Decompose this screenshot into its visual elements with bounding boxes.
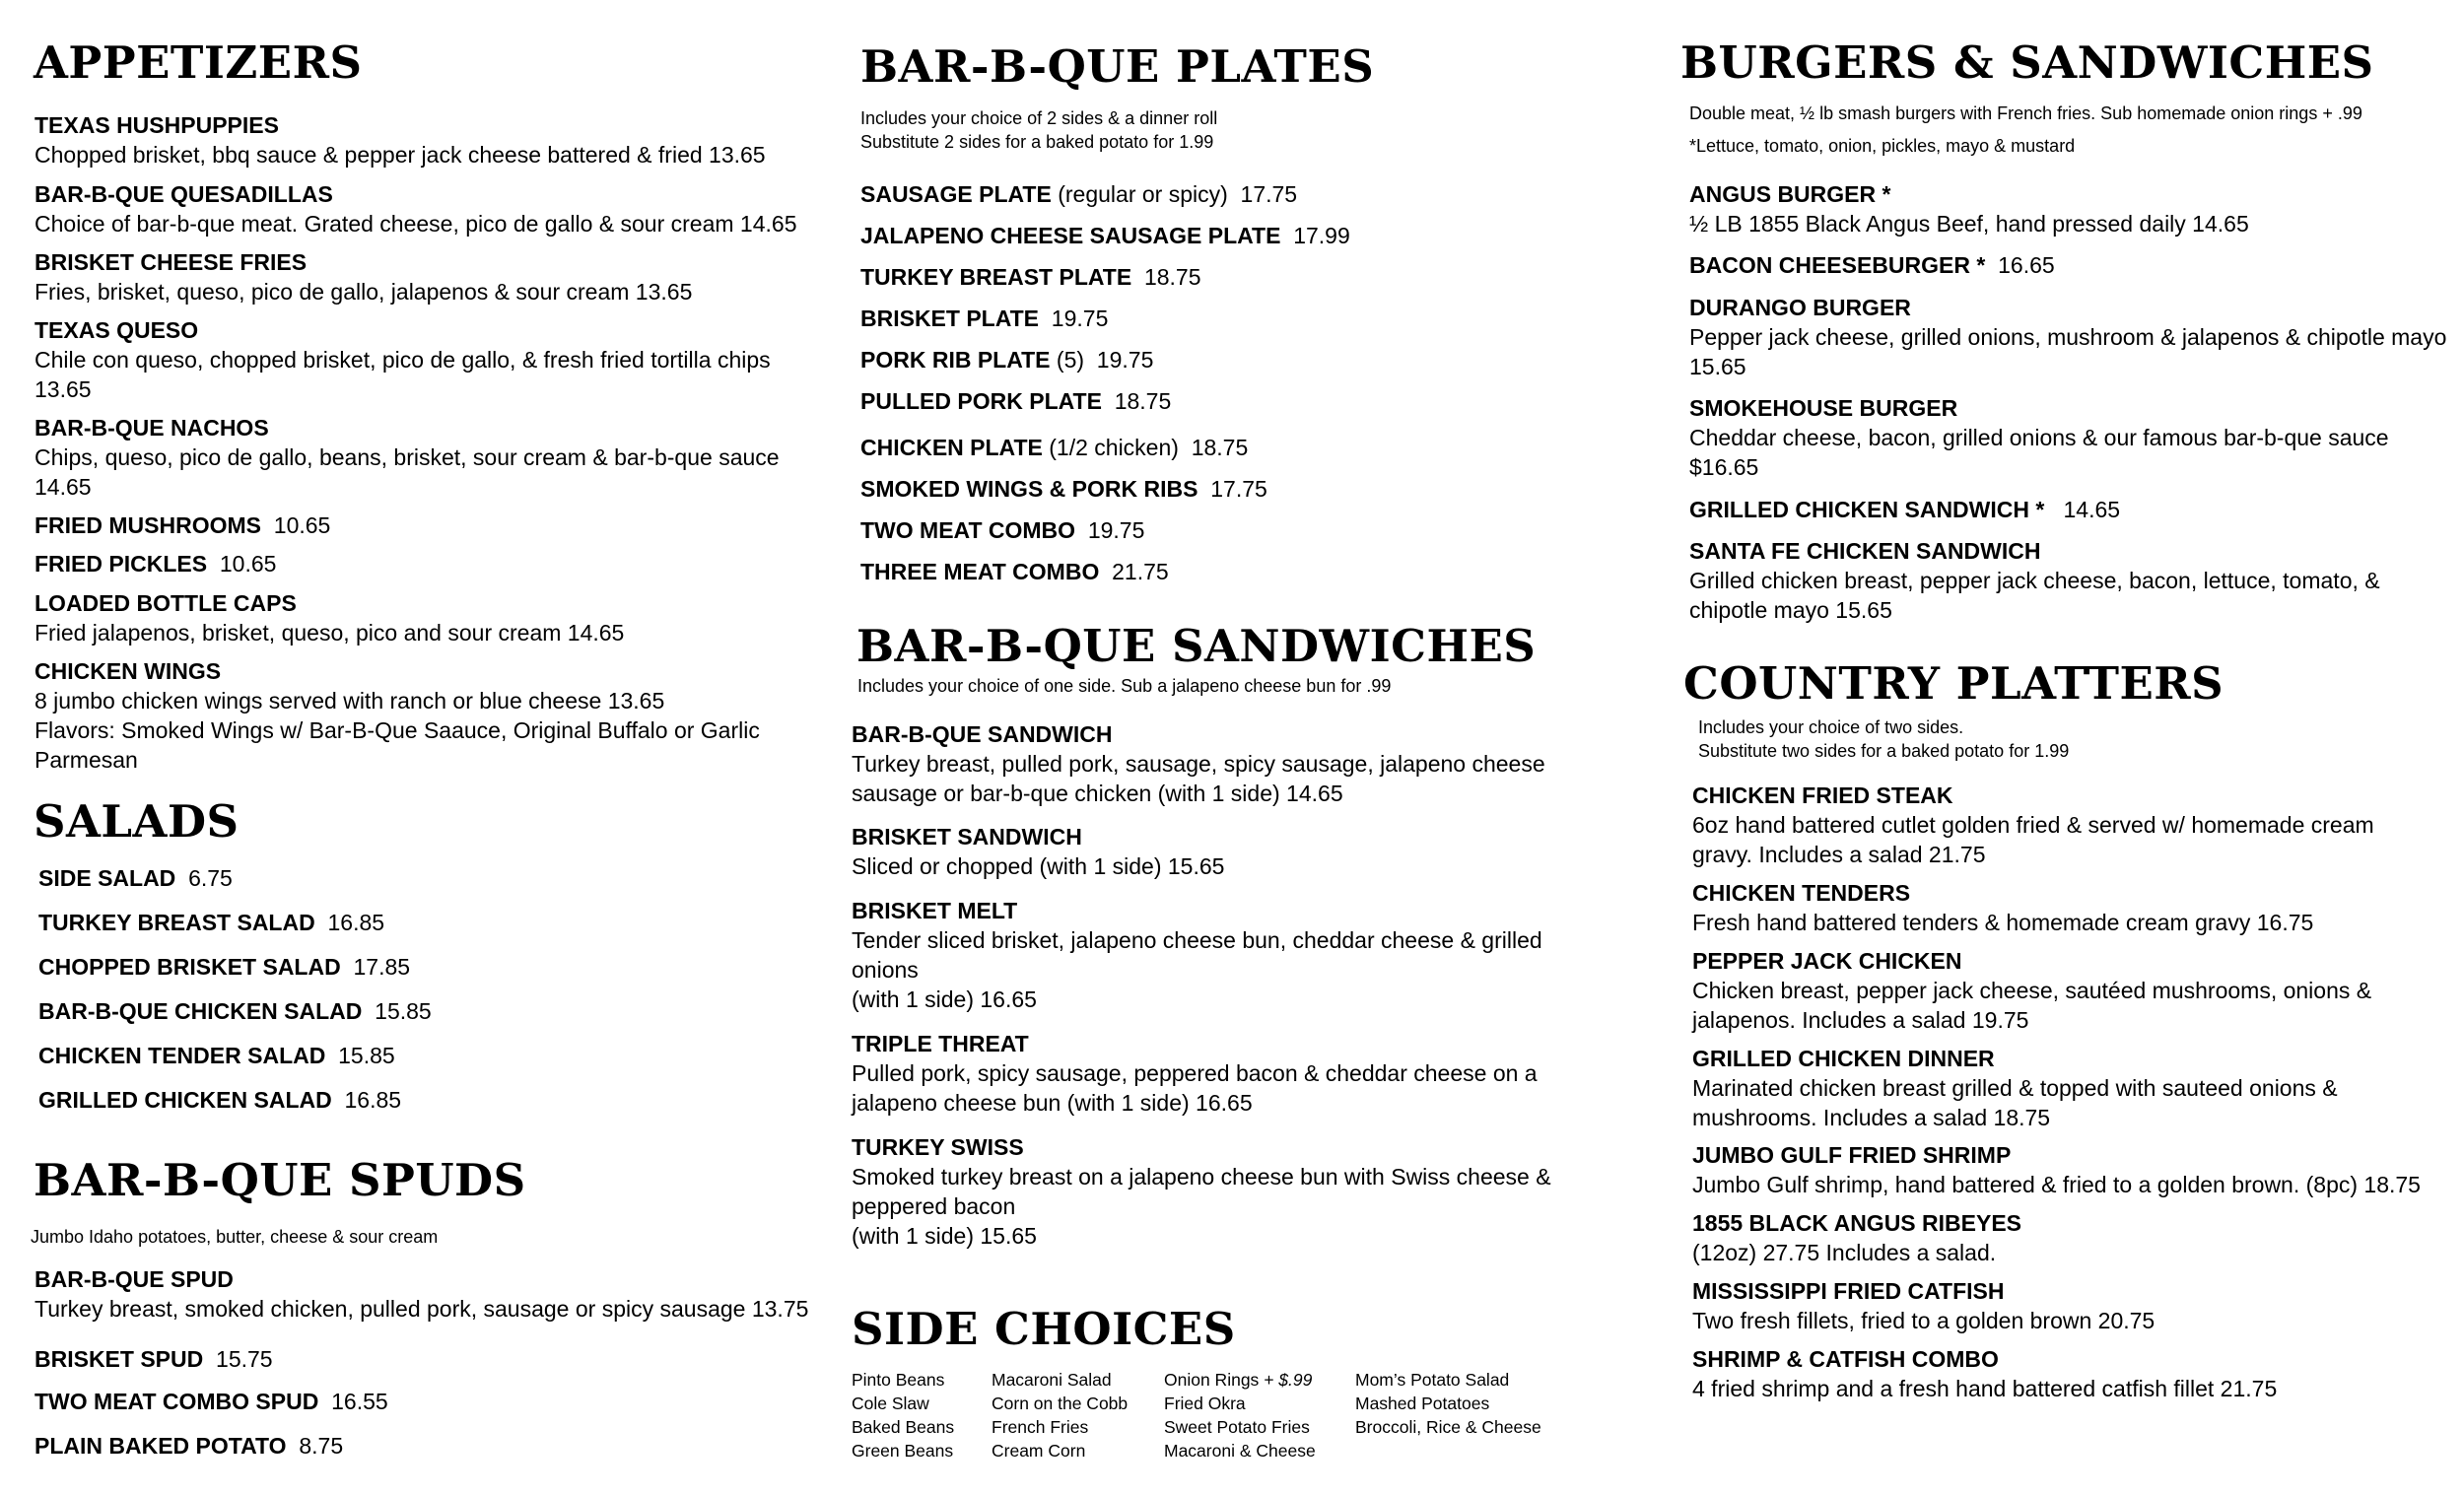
country-title: COUNTRY PLATTERS: [1683, 657, 2224, 710]
menu-item: [38, 1041, 395, 1070]
item-name: SHRIMP & CATFISH COMBO: [1692, 1346, 1999, 1372]
item-description: Fresh hand battered tenders & homemade cream gravy 16.75: [1692, 910, 2314, 935]
side-item: Macaroni & Cheese: [1164, 1441, 1316, 1461]
item-description: Turkey breast, smoked chicken, pulled pork, sausage or spicy sausage 13.75: [34, 1296, 809, 1322]
item-name: 1855 BLACK ANGUS RIBEYES: [1692, 1210, 2022, 1236]
item-name: SAUSAGE PLATE: [860, 181, 1052, 207]
item-description: 13.65: [34, 376, 92, 402]
menu-item: [34, 247, 692, 306]
item-price: 18.75: [1131, 264, 1201, 290]
menu-item: [34, 413, 780, 502]
item-description: mushrooms. Includes a salad 18.75: [1692, 1105, 2051, 1130]
item-price: 16.55: [318, 1389, 388, 1414]
menu-item: [1689, 179, 2249, 238]
side-item-price: + $.99: [1259, 1370, 1313, 1390]
menu-item: [1692, 1344, 2277, 1403]
side-item: Cole Slaw: [852, 1394, 929, 1413]
item-name: BRISKET MELT: [852, 898, 1018, 923]
item-description: Jumbo Gulf shrimp, hand battered & fried to a golden brown. (8pc) 18.75: [1692, 1172, 2421, 1197]
side-column: [1164, 1368, 1316, 1462]
menu-item: [38, 996, 432, 1026]
menu-item: [852, 822, 1224, 881]
item-name: SANTA FE CHICKEN SANDWICH: [1689, 538, 2041, 564]
menu-item: [860, 474, 1267, 504]
menu-item: [1692, 878, 2313, 937]
item-name: BRISKET PLATE: [860, 306, 1040, 331]
item-name: TURKEY BREAST SALAD: [38, 910, 315, 935]
item-price: 15.85: [362, 998, 432, 1024]
item-price: 15.75: [203, 1346, 273, 1372]
side-item: Broccoli, Rice & Cheese: [1355, 1417, 1541, 1437]
menu-item: [1692, 1140, 2421, 1199]
item-price: 6.75: [175, 865, 233, 891]
side-item: Baked Beans: [852, 1417, 955, 1437]
menu-item: [34, 110, 766, 170]
side-item: Mom’s Potato Salad: [1355, 1370, 1510, 1390]
item-name: TEXAS HUSHPUPPIES: [34, 112, 279, 138]
item-description: Pulled pork, spicy sausage, peppered bacon & cheddar cheese on a: [852, 1060, 1538, 1086]
menu-item: [38, 908, 384, 937]
menu-item: [1689, 393, 2389, 482]
side-column: [852, 1368, 954, 1462]
item-price: 17.99: [1280, 223, 1350, 248]
menu-item: [860, 433, 1248, 462]
item-price: (5) 19.75: [1050, 347, 1154, 373]
item-price: 17.85: [340, 954, 411, 980]
item-name: GRILLED CHICKEN SANDWICH *: [1689, 497, 2045, 522]
menu-item: [860, 515, 1144, 545]
menu-item: [38, 863, 233, 893]
side-item: Mashed Potatoes: [1355, 1394, 1490, 1413]
item-description: 14.65: [34, 474, 92, 500]
item-name: ANGUS BURGER *: [1689, 181, 1891, 207]
menu-item: [34, 1344, 273, 1374]
menu-item: [34, 549, 276, 578]
side-item: Macaroni Salad: [992, 1370, 1112, 1390]
menu-item: [1692, 1208, 2021, 1267]
item-price: 17.75: [1198, 476, 1267, 502]
item-price: 16.85: [331, 1087, 402, 1113]
item-name: CHICKEN WINGS: [34, 658, 222, 684]
item-name: GRILLED CHICKEN SALAD: [38, 1087, 332, 1113]
item-description: Two fresh fillets, fried to a golden brown 20.75: [1692, 1308, 2156, 1333]
item-description: Pepper jack cheese, grilled onions, mushroom & jalapenos & chipotle mayo: [1689, 324, 2447, 350]
item-description: jalapeno cheese bun (with 1 side) 16.65: [852, 1090, 1253, 1116]
item-price: 10.65: [261, 512, 331, 538]
item-name: TURKEY BREAST PLATE: [860, 264, 1132, 290]
menu-item: [860, 345, 1153, 374]
spuds-title: BAR-B-QUE SPUDS: [34, 1154, 526, 1206]
item-description: Chile con queso, chopped brisket, pico de gallo, & fresh fried tortilla chips: [34, 347, 771, 373]
item-description: $16.65: [1689, 454, 1759, 480]
item-description: 15.65: [1689, 354, 1746, 379]
item-price: (1/2 chicken) 18.75: [1042, 435, 1249, 460]
side-item: Sweet Potato Fries: [1164, 1417, 1310, 1437]
item-name: PULLED PORK PLATE: [860, 388, 1102, 414]
item-name: SIDE SALAD: [38, 865, 176, 891]
item-description: Smoked turkey breast on a jalapeno cheese bun with Swiss cheese &: [852, 1164, 1551, 1190]
item-price: 19.75: [1039, 306, 1109, 331]
burgers-title: BURGERS & SANDWICHES: [1680, 36, 2374, 89]
menu-item: [34, 1264, 808, 1324]
menu-item: [34, 1431, 343, 1461]
appetizers-title: APPETIZERS: [34, 36, 363, 89]
side-choices-title: SIDE CHOICES: [852, 1303, 1236, 1355]
menu-item: [860, 179, 1297, 209]
item-name: TWO MEAT COMBO SPUD: [34, 1389, 319, 1414]
item-description: sausage or bar-b-que chicken (with 1 side) 14.65: [852, 781, 1343, 806]
item-description: Chicken breast, pepper jack cheese, sautéed mushrooms, onions &: [1692, 978, 2372, 1003]
item-name: LOADED BOTTLE CAPS: [34, 590, 297, 616]
item-description: onions: [852, 957, 919, 983]
menu-item: [34, 588, 624, 647]
menu-item: [852, 1029, 1538, 1118]
item-price: 10.65: [207, 551, 277, 577]
item-price: 21.75: [1099, 559, 1169, 584]
item-description: Fried jalapenos, brisket, queso, pico and sour cream 14.65: [34, 620, 625, 646]
item-description: Turkey breast, pulled pork, sausage, spicy sausage, jalapeno cheese: [852, 751, 1545, 777]
menu-item: [860, 304, 1108, 333]
section-note: Includes your choice of one side. Sub a jalapeno cheese bun for .99: [857, 676, 1392, 696]
item-description: ½ LB 1855 Black Angus Beef, hand pressed daily 14.65: [1689, 211, 2249, 237]
item-description: 6oz hand battered cutlet golden fried & served w/ homemade cream: [1692, 812, 2374, 838]
item-name: TRIPLE THREAT: [852, 1031, 1029, 1056]
item-name: SMOKED WINGS & PORK RIBS: [860, 476, 1198, 502]
item-name: CHOPPED BRISKET SALAD: [38, 954, 341, 980]
item-name: PORK RIB PLATE: [860, 347, 1051, 373]
section-note: Substitute 2 sides for a baked potato for 1.99: [860, 132, 1214, 152]
item-description: jalapenos. Includes a salad 19.75: [1692, 1007, 2029, 1033]
item-name: MISSISSIPPI FRIED CATFISH: [1692, 1278, 2005, 1304]
section-note: Includes your choice of 2 sides & a dinner roll: [860, 108, 1218, 128]
menu-item: [34, 1387, 388, 1416]
item-name: PLAIN BAKED POTATO: [34, 1433, 287, 1459]
menu-item: [34, 315, 771, 404]
item-description: Parmesan: [34, 747, 138, 773]
item-name: CHICKEN TENDER SALAD: [38, 1043, 326, 1068]
item-price: 16.65: [1985, 252, 2055, 278]
menu-item: [38, 952, 410, 982]
side-item-name: Onion Rings: [1164, 1370, 1260, 1390]
item-description: (12oz) 27.75 Includes a salad.: [1692, 1240, 1997, 1265]
item-name: JUMBO GULF FRIED SHRIMP: [1692, 1142, 2012, 1168]
menu-item: [34, 510, 330, 540]
menu-item: [852, 1132, 1551, 1251]
side-item: French Fries: [992, 1417, 1089, 1437]
item-name: BACON CHEESEBURGER *: [1689, 252, 1986, 278]
item-name: CHICKEN FRIED STEAK: [1692, 782, 1953, 808]
menu-item: [38, 1085, 401, 1115]
section-note: Substitute two sides for a baked potato for 1.99: [1698, 741, 2070, 761]
item-name: TEXAS QUESO: [34, 317, 199, 343]
item-name: CHICKEN PLATE: [860, 435, 1043, 460]
item-name: THREE MEAT COMBO: [860, 559, 1100, 584]
menu-item: [1689, 495, 2120, 524]
item-description: peppered bacon: [852, 1193, 1016, 1219]
menu-item: [1692, 1276, 2155, 1335]
item-name: BAR-B-QUE QUESADILLAS: [34, 181, 333, 207]
item-price: 18.75: [1101, 388, 1172, 414]
menu-item: [34, 179, 797, 238]
item-price: 16.85: [314, 910, 385, 935]
item-name: FRIED PICKLES: [34, 551, 208, 577]
menu-item: [1692, 946, 2371, 1035]
item-price: 15.85: [325, 1043, 395, 1068]
item-description: (with 1 side) 15.65: [852, 1223, 1037, 1249]
menu-item: [34, 656, 760, 775]
menu-item: [1689, 536, 2380, 625]
item-name: FRIED MUSHROOMS: [34, 512, 261, 538]
item-name: JALAPENO CHEESE SAUSAGE PLATE: [860, 223, 1281, 248]
item-description: gravy. Includes a salad 21.75: [1692, 842, 1986, 867]
side-item: Pinto Beans: [852, 1370, 945, 1390]
menu-item: [1689, 250, 2055, 280]
side-item: Fried Okra: [1164, 1394, 1246, 1413]
item-description: Flavors: Smoked Wings w/ Bar-B-Que Saauce, Original Buffalo or Garlic: [34, 717, 760, 743]
item-description: 8 jumbo chicken wings served with ranch or blue cheese 13.65: [34, 688, 665, 714]
item-description: (with 1 side) 16.65: [852, 986, 1037, 1012]
item-description: chipotle mayo 15.65: [1689, 597, 1892, 623]
section-note: Jumbo Idaho potatoes, butter, cheese & sour cream: [31, 1227, 439, 1247]
item-name: PEPPER JACK CHICKEN: [1692, 948, 1962, 974]
item-description: Fries, brisket, queso, pico de gallo, jalapenos & sour cream 13.65: [34, 279, 693, 305]
item-description: Chips, queso, pico de gallo, beans, brisket, sour cream & bar-b-que sauce: [34, 444, 780, 470]
item-price: 8.75: [286, 1433, 344, 1459]
menu-item: [860, 262, 1201, 292]
menu-item: [1692, 781, 2374, 869]
item-price: (regular or spicy) 17.75: [1051, 181, 1298, 207]
item-name: BRISKET CHEESE FRIES: [34, 249, 308, 275]
item-name: BAR-B-QUE CHICKEN SALAD: [38, 998, 363, 1024]
item-description: 4 fried shrimp and a fresh hand battered catfish fillet 21.75: [1692, 1376, 2278, 1401]
item-name: BAR-B-QUE NACHOS: [34, 415, 269, 441]
item-name: DURANGO BURGER: [1689, 295, 1911, 320]
item-name: TURKEY SWISS: [852, 1134, 1024, 1160]
menu-item: [860, 386, 1171, 416]
menu-item: [1692, 1044, 2338, 1132]
side-column: [1355, 1368, 1541, 1439]
item-description: Chopped brisket, bbq sauce & pepper jack cheese battered & fried 13.65: [34, 142, 766, 168]
bbq-sandwiches-title: BAR-B-QUE SANDWICHES: [856, 620, 1537, 672]
side-item: Cream Corn: [992, 1441, 1086, 1461]
side-item: [1164, 1368, 1316, 1392]
item-name: BRISKET SPUD: [34, 1346, 204, 1372]
salads-title: SALADS: [34, 795, 240, 848]
item-price: 14.65: [2044, 497, 2121, 522]
item-description: Sliced or chopped (with 1 side) 15.65: [852, 853, 1225, 879]
item-name: BAR-B-QUE SANDWICH: [852, 721, 1113, 747]
item-description: Grilled chicken breast, pepper jack cheese, bacon, lettuce, tomato, &: [1689, 568, 2380, 593]
item-name: BAR-B-QUE SPUD: [34, 1266, 234, 1292]
section-note: Double meat, ½ lb smash burgers with French fries. Sub homemade onion rings + .99: [1689, 103, 2362, 123]
side-item: Green Beans: [852, 1441, 954, 1461]
item-price: 19.75: [1075, 517, 1145, 543]
side-column: [992, 1368, 1128, 1462]
section-note: Includes your choice of two sides.: [1698, 717, 1964, 737]
plates-title: BAR-B-QUE PLATES: [860, 40, 1375, 93]
menu-item: [860, 557, 1169, 586]
item-name: SMOKEHOUSE BURGER: [1689, 395, 1958, 421]
section-note: *Lettuce, tomato, onion, pickles, mayo & mustard: [1689, 136, 2076, 156]
item-name: CHICKEN TENDERS: [1692, 880, 1911, 906]
item-name: GRILLED CHICKEN DINNER: [1692, 1046, 1995, 1071]
side-item: Corn on the Cobb: [992, 1394, 1129, 1413]
menu-item: [852, 896, 1542, 1014]
item-description: Cheddar cheese, bacon, grilled onions & our famous bar-b-que sauce: [1689, 425, 2389, 450]
item-description: Choice of bar-b-que meat. Grated cheese, pico de gallo & sour cream 14.65: [34, 211, 797, 237]
menu-item: [852, 719, 1545, 808]
item-description: Tender sliced brisket, jalapeno cheese bun, cheddar cheese & grilled: [852, 927, 1542, 953]
item-name: BRISKET SANDWICH: [852, 824, 1082, 850]
menu-item: [1689, 293, 2446, 381]
menu-item: [860, 221, 1350, 250]
item-name: TWO MEAT COMBO: [860, 517, 1076, 543]
item-description: Marinated chicken breast grilled & topped with sauteed onions &: [1692, 1075, 2338, 1101]
